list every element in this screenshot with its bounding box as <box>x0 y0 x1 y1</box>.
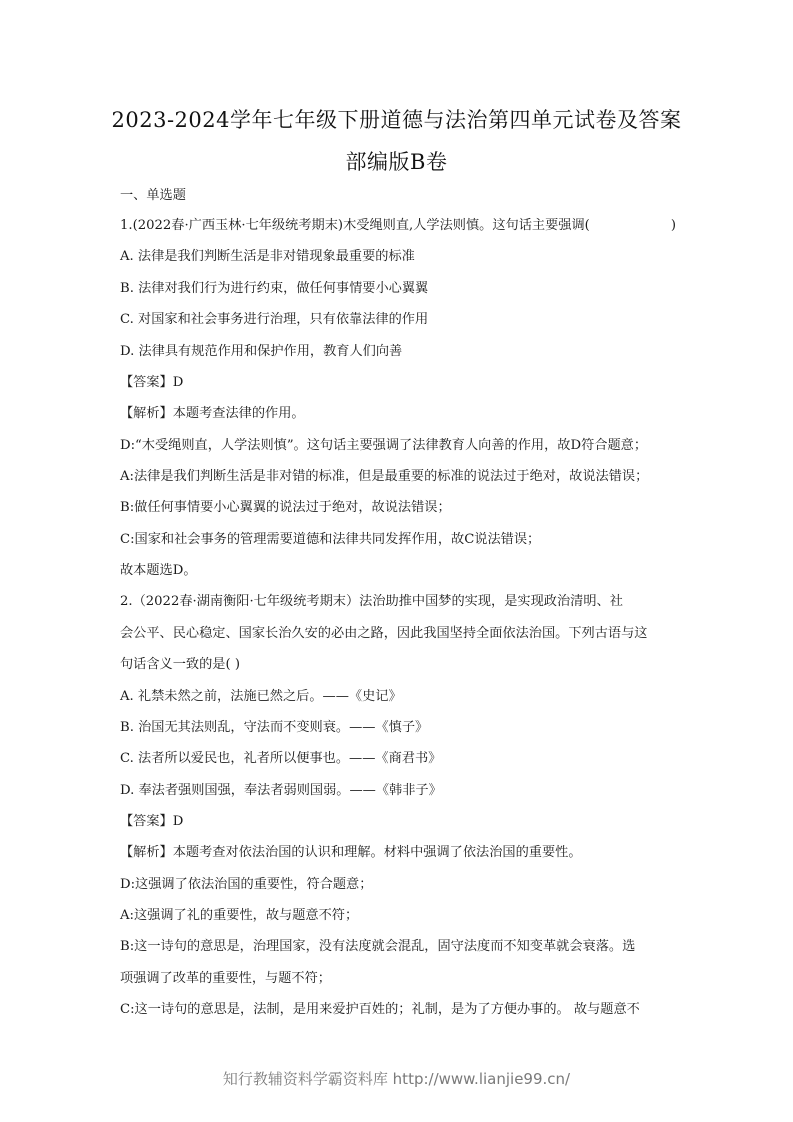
question-2-option-b: B. 治国无其法则乱，守法而不变则衰。——《慎子》 <box>120 720 429 735</box>
question-2-option-c: C. 法者所以爱民也，礼者所以便事也。——《商君书》 <box>120 751 442 766</box>
document-title-line2: 部编版B卷 <box>345 150 448 174</box>
question-2-analysis-line: D:这强调了依法治国的重要性，符合题意； <box>120 877 373 892</box>
question-1-analysis-line: B:做任何事情要小心翼翼的说法过于绝对，故说法错误； <box>120 500 451 515</box>
question-1-analysis-line: A:法律是我们判断生活是非对错的标准，但是最重要的标准的说法过于绝对，故说法错误； <box>120 469 649 484</box>
question-1-analysis-line: 【解析】本题考查法律的作用。 <box>120 406 305 421</box>
question-1-stem-text: 1.(2022春·广西玉林·七年级统考期末)木受绳则直,人学法则慎。这句话主要强调( <box>120 218 590 233</box>
question-2-analysis-line: B:这一诗句的意思是，治理国家，没有法度就会混乱，固守法度而不知变革就会衰落。选 <box>120 939 636 954</box>
question-2-answer: 【答案】D <box>120 814 184 829</box>
question-1-analysis-line: 故本题选D。 <box>120 563 197 578</box>
question-1-analysis-line: C:国家和社会事务的管理需要道德和法律共同发挥作用，故C说法错误； <box>120 532 541 547</box>
question-2-analysis-line: 【解析】本题考查对依法治国的认识和理解。材料中强调了依法治国的重要性。 <box>120 845 582 860</box>
question-2-option-a: A. 礼禁未然之前，法施已然之后。——《史记》 <box>120 689 402 704</box>
question-1-stem-close: ) <box>670 218 676 233</box>
question-1-option-b: B. 法律对我们行为进行约束，做任何事情要小心翼翼 <box>120 281 429 296</box>
document-title-line1: 2023-2024学年七年级下册道德与法治第四单元试卷及答案 <box>111 108 682 132</box>
question-2-option-d: D. 奉法者强则国强，奉法者弱则国弱。——《韩非子》 <box>120 783 442 798</box>
question-1-option-d: D. 法律具有规范作用和保护作用，教育人们向善 <box>120 344 403 359</box>
question-1-answer: 【答案】D <box>120 375 184 390</box>
question-2-analysis-line: A:这强调了礼的重要性，故与题意不符； <box>120 908 359 923</box>
section-heading: 一、单选题 <box>120 188 186 203</box>
question-1-option-c: C. 对国家和社会事务进行治理，只有依靠法律的作用 <box>120 312 429 327</box>
question-1-stem <box>120 216 676 236</box>
question-1-analysis-line: D:“木受绳则直，人学法则慎”。这句话主要强调了法律教育人向善的作用，故D符合题意； <box>120 438 648 453</box>
question-2-stem-line: 2.（2022春·湖南衡阳·七年级统考期末）法治助推中国梦的实现，是实现政治清明、社 <box>120 594 623 609</box>
footer-watermark: 知行教辅资料学霸资料库 http://www.lianjie99.cn/ <box>222 1070 571 1088</box>
question-1-option-a: A. 法律是我们判断生活是非对错现象最重要的标准 <box>120 249 415 264</box>
question-2-analysis-line: C:这一诗句的意思是，法制，是用来爱护百姓的；礼制，是为了方便办事的。 故与题意不 <box>120 1002 640 1017</box>
question-2-stem-line: 句话含义一致的是( ) <box>120 657 240 672</box>
question-2-analysis-line: 项强调了改革的重要性，与题不符； <box>120 971 331 986</box>
question-2-stem-line: 会公平、民心稳定、国家长治久安的必由之路，因此我国坚持全面依法治国。下列古语与这 <box>120 626 648 641</box>
